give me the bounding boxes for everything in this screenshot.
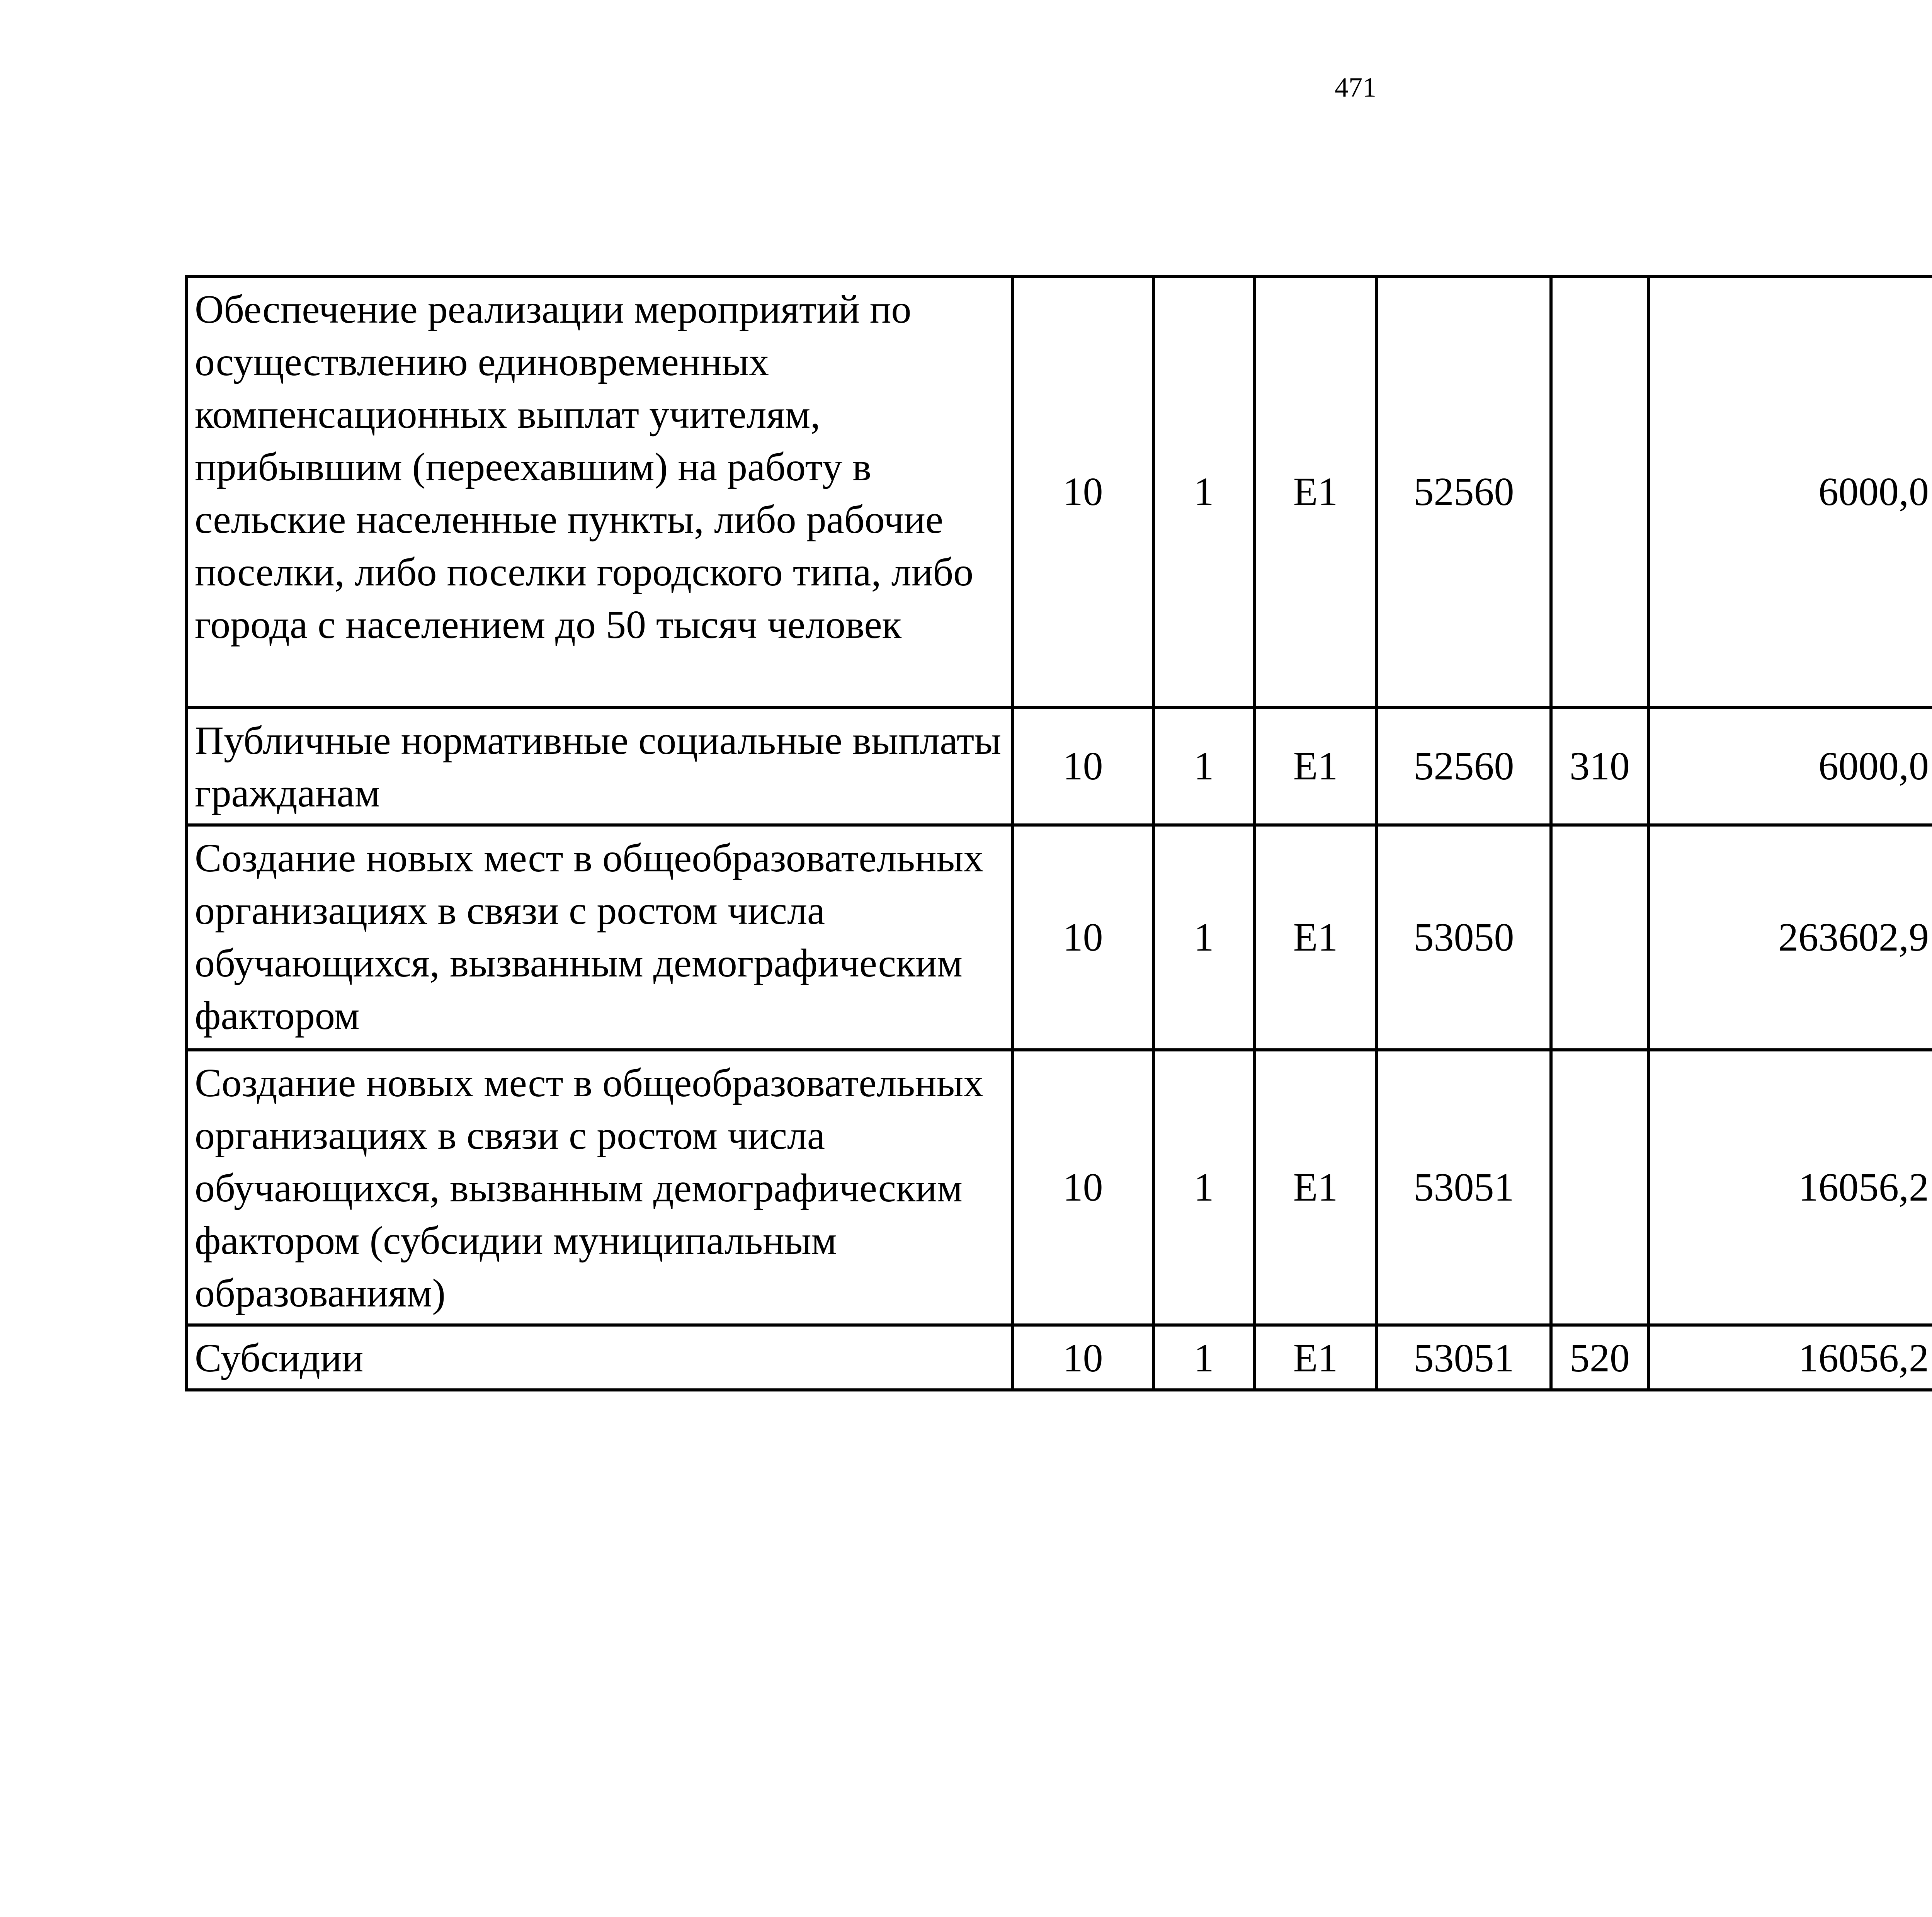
subprogram-cell: 1 xyxy=(1153,276,1254,708)
subprogram-cell: 1 xyxy=(1153,1325,1254,1390)
section-cell: 10 xyxy=(1012,708,1153,825)
project-cell: E1 xyxy=(1254,276,1377,708)
row-description: Субсидии xyxy=(186,1325,1012,1390)
row-description: Публичные нормативные социальные выплаты гражданам xyxy=(186,708,1012,825)
table-row xyxy=(186,1325,1932,1390)
project-cell: E1 xyxy=(1254,708,1377,825)
expense-type-cell xyxy=(1551,825,1648,1050)
code-cell: 53050 xyxy=(1377,825,1551,1050)
page-number: 471 xyxy=(1335,72,1376,103)
subprogram-cell: 1 xyxy=(1153,708,1254,825)
expense-type-cell: 310 xyxy=(1551,708,1648,825)
code-cell: 53051 xyxy=(1377,1325,1551,1390)
section-cell: 10 xyxy=(1012,1325,1153,1390)
row-description: Создание новых мест в общеобразовательных организациях в связи с ростом числа обучающихся, вызванным демографическим фактором xyxy=(186,825,1012,1050)
amount-1-cell: 6000,0 xyxy=(1648,276,1932,708)
code-cell: 53051 xyxy=(1377,1050,1551,1325)
amount-1-cell: 6000,0 xyxy=(1648,708,1932,825)
amount-1-cell: 263602,9 xyxy=(1648,825,1932,1050)
row-description: Обеспечение реализации мероприятий по осуществлению единовременных компенсационных выплат учителям, прибывшим (переехавшим) на работу в сельские населенные пункты, либо рабочие поселки, либо поселки городского типа, либо города с населением до 50 тысяч человек xyxy=(186,276,1012,708)
project-cell: E1 xyxy=(1254,1325,1377,1390)
amount-1-cell: 16056,2 xyxy=(1648,1050,1932,1325)
table-row xyxy=(186,708,1932,825)
code-cell: 52560 xyxy=(1377,276,1551,708)
amount-1-cell: 16056,2 xyxy=(1648,1325,1932,1390)
project-cell: E1 xyxy=(1254,825,1377,1050)
section-cell: 10 xyxy=(1012,276,1153,708)
expense-type-cell: 520 xyxy=(1551,1325,1648,1390)
section-cell: 10 xyxy=(1012,825,1153,1050)
budget-table xyxy=(185,275,1932,1391)
subprogram-cell: 1 xyxy=(1153,1050,1254,1325)
row-description: Создание новых мест в общеобразовательных организациях в связи с ростом числа обучающихся, вызванным демографическим фактором (субсидии муниципальным образованиям) xyxy=(186,1050,1012,1325)
expense-type-cell xyxy=(1551,1050,1648,1325)
section-cell: 10 xyxy=(1012,1050,1153,1325)
table-row xyxy=(186,1050,1932,1325)
table-row xyxy=(186,825,1932,1050)
code-cell: 52560 xyxy=(1377,708,1551,825)
table-row xyxy=(186,276,1932,708)
subprogram-cell: 1 xyxy=(1153,825,1254,1050)
project-cell: E1 xyxy=(1254,1050,1377,1325)
expense-type-cell xyxy=(1551,276,1648,708)
